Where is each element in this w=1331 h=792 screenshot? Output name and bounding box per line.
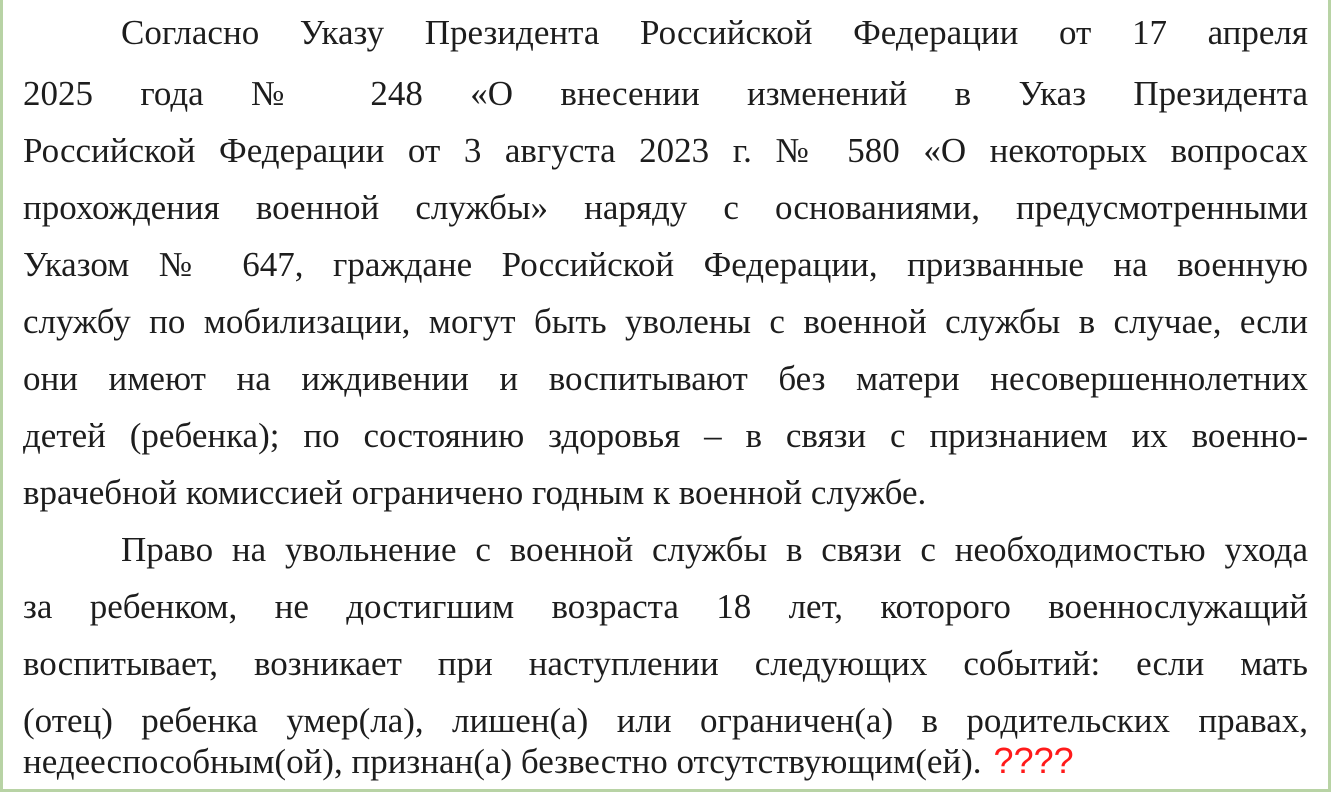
paragraph1-line2: 2025 года № 248 «О внесении изменений в Указ Президента — [23, 74, 1308, 113]
paragraph1-line4: прохождения военной службы» наряду с основаниями, предусмотренными — [23, 188, 1308, 227]
paragraph1-line1: Согласно Указу Президента Российской Федерации от 17 апреля — [121, 13, 1308, 52]
paragraph2-line4: (отец) ребенка умер(ла), лишен(а) или ограничен(а) в родительских правах, — [23, 701, 1308, 740]
paragraph2-line5 — [23, 734, 1308, 788]
question-marks-annotation: ???? — [993, 740, 1074, 781]
paragraph1-line9: врачебной комиссией ограничено годным к военной службе. — [23, 473, 927, 512]
paragraph1-line7: они имеют на иждивении и воспитывают без матери несовершеннолетних — [23, 359, 1308, 398]
paragraph1-line8: детей (ребенка); по состоянию здоровья – в связи с признанием их военно- — [23, 416, 1308, 455]
paragraph2-line1: Право на увольнение с военной службы в связи с необходимостью ухода — [121, 530, 1308, 569]
paragraph2-line3: воспитывает, возникает при наступлении следующих событий: если мать — [23, 644, 1308, 683]
paragraph2-line2: за ребенком, не достигшим возраста 18 лет, которого военнослужащий — [23, 587, 1308, 626]
paragraph1-line3: Российской Федерации от 3 августа 2023 г. № 580 «О некоторых вопросах — [23, 131, 1308, 170]
paragraph1-line6: службу по мобилизации, могут быть уволены с военной службы в случае, если — [23, 302, 1308, 341]
paragraph2-line5-text: недееспособным(ой), признан(а) безвестно отсутствующим(ей). — [23, 742, 982, 781]
paragraph1-line5: Указом № 647, граждане Российской Федерации, призванные на военную — [23, 245, 1308, 284]
